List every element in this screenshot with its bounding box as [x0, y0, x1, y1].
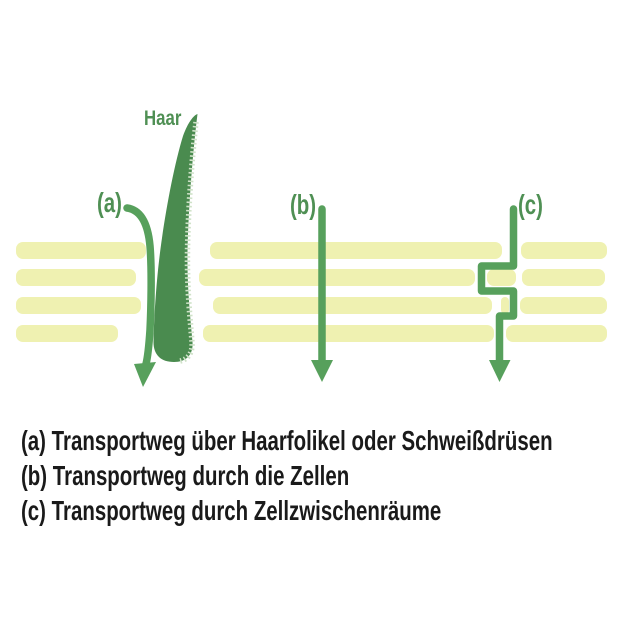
- hair-follicle: [154, 114, 198, 362]
- legend-line-c: (c) Transportweg durch Zellzwischenräume: [21, 495, 442, 526]
- pathway-c-arrowhead: [489, 360, 511, 382]
- skin-cell: [520, 297, 607, 314]
- pathway-b-label: (b): [290, 189, 317, 220]
- pathway-b-arrow: [311, 209, 333, 382]
- skin-cell-layers: [16, 242, 607, 342]
- pathway-b-arrowhead: [311, 360, 333, 382]
- skin-cell: [521, 242, 607, 259]
- skin-cell: [199, 269, 475, 286]
- skin-cell: [203, 325, 494, 342]
- legend: [21, 423, 620, 528]
- legend-line-a: (a) Transportweg über Haarfolikel oder Schweißdrüsen: [21, 425, 553, 456]
- pathway-c-label: (c): [518, 189, 543, 220]
- pathway-c-arrow: [482, 209, 514, 382]
- skin-cell: [16, 242, 146, 259]
- skin-cell: [16, 269, 136, 286]
- skin-cell: [522, 269, 605, 286]
- skin-cell: [487, 269, 516, 286]
- skin-cell: [16, 325, 118, 342]
- legend-line-b: (b) Transportweg durch die Zellen: [21, 460, 350, 491]
- skin-cell: [16, 297, 141, 314]
- pathway-a-arrowhead: [134, 362, 156, 387]
- pathway-a-line: [127, 208, 151, 364]
- skin-cell: [213, 297, 492, 314]
- pathway-a-label: (a): [97, 187, 122, 218]
- skin-cell: [506, 325, 607, 342]
- skin-cell: [501, 297, 509, 314]
- skin-cell: [210, 242, 502, 259]
- hair-label: Haar: [144, 107, 182, 130]
